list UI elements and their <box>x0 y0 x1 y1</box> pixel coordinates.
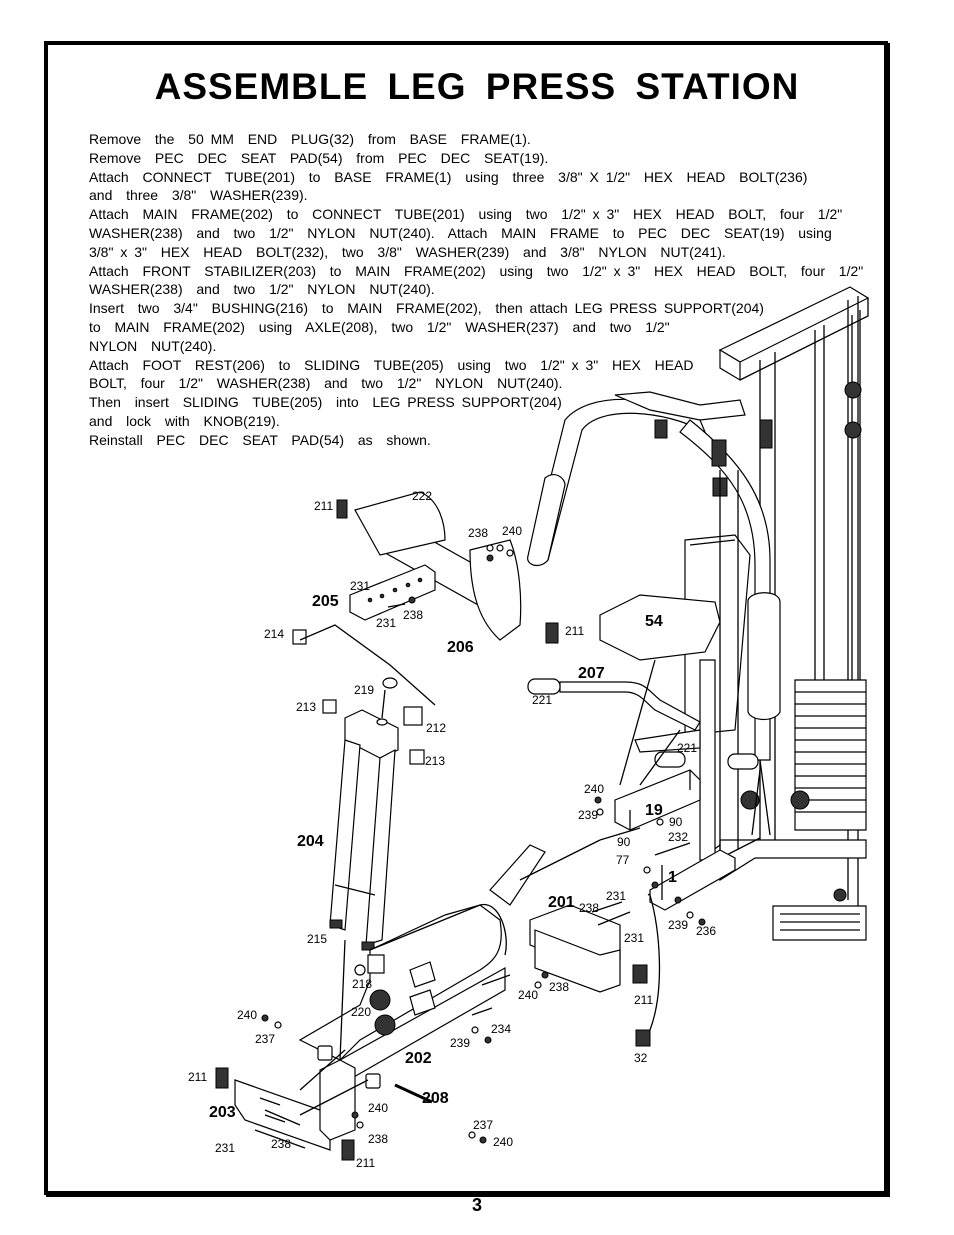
callout-219: 219 <box>354 683 375 697</box>
callout-211: 211 <box>634 993 654 1007</box>
callout-232: 232 <box>668 830 689 844</box>
callout-231: 231 <box>376 616 397 630</box>
gym-machine-illustration <box>528 287 868 940</box>
callout-238: 238 <box>271 1137 292 1151</box>
callout-237: 237 <box>473 1118 494 1132</box>
instruction-line: Remove PEC DEC SEAT PAD(54) from PEC DEC SEAT(19). <box>89 149 549 166</box>
callout-239: 239 <box>668 918 689 932</box>
callout-238: 238 <box>368 1132 389 1146</box>
callout-238: 238 <box>549 980 570 994</box>
callout-211: 211 <box>314 499 334 513</box>
callout-221: 221 <box>677 741 698 755</box>
callout-238: 238 <box>403 608 424 622</box>
callout-222: 222 <box>412 489 433 503</box>
callout-231: 231 <box>606 889 627 903</box>
callout-218: 218 <box>352 977 373 991</box>
instruction-line: Attach CONNECT TUBE(201) to BASE FRAME(1) using three 3/8" X 1/2" HEX HEAD BOLT(236) <box>89 168 808 185</box>
callout-215: 215 <box>307 932 328 946</box>
callout-237: 237 <box>255 1032 276 1046</box>
instruction-line: and three 3/8" WASHER(239). <box>89 187 308 204</box>
callout-238: 238 <box>579 901 600 915</box>
callout-201: 201 <box>548 894 575 911</box>
callout-240: 240 <box>584 782 605 796</box>
callout-90: 90 <box>669 815 683 829</box>
instruction-line: to MAIN FRAME(202) using AXLE(208), two 1/2" WASHER(237) and two 1/2" <box>89 318 670 335</box>
callout-54: 54 <box>645 613 663 630</box>
callout-90: 90 <box>617 835 631 849</box>
callout-240: 240 <box>493 1135 514 1149</box>
callout-240: 240 <box>368 1101 389 1115</box>
callout-239: 239 <box>578 808 599 822</box>
callout-240: 240 <box>237 1008 258 1022</box>
callout-211: 211 <box>188 1070 208 1084</box>
callout-236: 236 <box>696 924 717 938</box>
leg-press-support <box>323 678 424 950</box>
callout-32: 32 <box>634 1051 648 1065</box>
instruction-line: 3/8" x 3" HEX HEAD BOLT(232), two 3/8" WASHER(239) and 3/8" NYLON NUT(241). <box>89 243 726 260</box>
callout-77: 77 <box>616 853 630 867</box>
instruction-line: Attach FRONT STABILIZER(203) to MAIN FRAME(202) using two 1/2" x 3" HEX HEAD BOLT, four 1/2" <box>89 262 864 279</box>
callout-1: 1 <box>668 869 677 886</box>
instruction-line: BOLT, four 1/2" WASHER(238) and two 1/2" NYLON NUT(240). <box>89 375 563 392</box>
callout-212: 212 <box>426 721 447 735</box>
instruction-line: Attach FOOT REST(206) to SLIDING TUBE(205) using two 1/2" x 3" HEX HEAD <box>89 356 694 373</box>
foot-rest-assembly <box>293 492 558 644</box>
instruction-line: Insert two 3/4" BUSHING(216) to MAIN FRAME(202), then attach LEG PRESS SUPPORT(204) <box>89 300 764 317</box>
callout-231: 231 <box>350 579 371 593</box>
callout-207: 207 <box>578 665 605 682</box>
instruction-line: NYLON NUT(240). <box>89 337 217 354</box>
callout-234: 234 <box>491 1022 512 1036</box>
instruction-line: WASHER(238) and two 1/2" NYLON NUT(240). <box>89 281 435 298</box>
instruction-line: Remove the 50 MM END PLUG(32) from BASE FRAME(1). <box>89 131 531 147</box>
callout-213: 213 <box>425 754 446 768</box>
callout-221: 221 <box>532 693 553 707</box>
instruction-line: Then insert SLIDING TUBE(205) into LEG PRESS SUPPORT(204) <box>89 394 562 411</box>
instruction-line: and lock with KNOB(219). <box>89 412 280 429</box>
callout-203: 203 <box>209 1104 236 1121</box>
callout-204: 204 <box>297 833 324 850</box>
callout-202: 202 <box>405 1050 432 1067</box>
callout-239: 239 <box>450 1036 471 1050</box>
instruction-line: Attach MAIN FRAME(202) to CONNECT TUBE(201) using two 1/2" x 3" HEX HEAD BOLT, four 1/2" <box>89 206 843 223</box>
instruction-line: Reinstall PEC DEC SEAT PAD(54) as shown. <box>89 431 431 448</box>
callout-240: 240 <box>502 524 523 538</box>
page-number: 3 <box>471 1195 482 1215</box>
callout-231: 231 <box>215 1141 236 1155</box>
callout-205: 205 <box>312 593 339 610</box>
callout-211: 211 <box>356 1156 376 1170</box>
callout-208: 208 <box>422 1090 449 1107</box>
callout-19: 19 <box>645 802 663 819</box>
instruction-line: WASHER(238) and two 1/2" NYLON NUT(240). Attach MAIN FRAME to PEC DEC SEAT(19) using <box>89 224 832 241</box>
callout-240: 240 <box>518 988 539 1002</box>
callout-231: 231 <box>624 931 645 945</box>
page-title: ASSEMBLE LEG PRESS STATION <box>154 66 800 107</box>
callout-211: 211 <box>565 624 585 638</box>
callout-206: 206 <box>447 639 474 656</box>
callout-238: 238 <box>468 526 489 540</box>
callout-213: 213 <box>296 700 317 714</box>
callout-220: 220 <box>351 1005 372 1019</box>
main-frame-assembly <box>216 845 650 1160</box>
callout-214: 214 <box>264 627 285 641</box>
